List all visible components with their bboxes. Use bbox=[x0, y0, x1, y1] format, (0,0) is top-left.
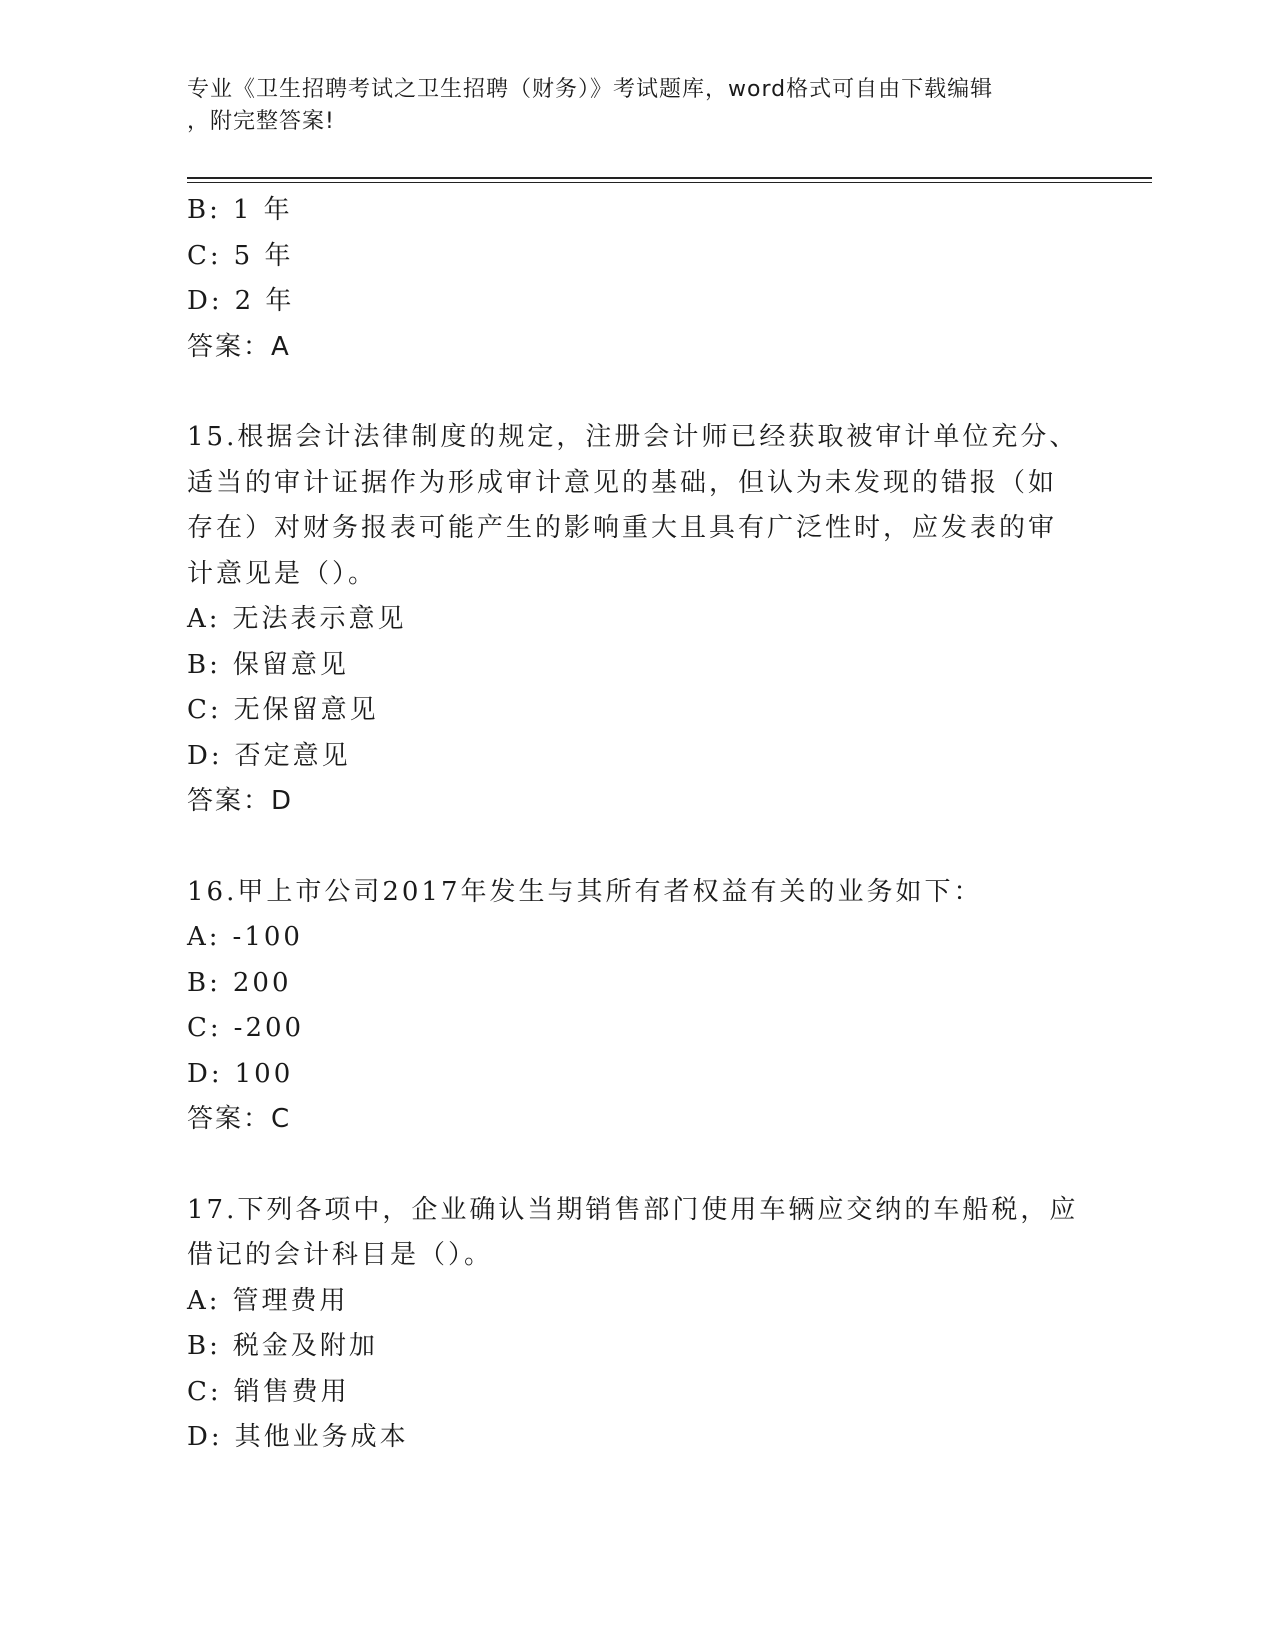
option-letter: B: bbox=[187, 195, 221, 225]
option-text: 无保留意见 bbox=[233, 695, 379, 725]
option-letter: D: bbox=[187, 1058, 223, 1089]
option-text: 保留意见 bbox=[232, 649, 349, 680]
option-letter: B: bbox=[187, 967, 221, 998]
answer-line: 答案：C bbox=[187, 1104, 292, 1134]
question-17 bbox=[187, 1188, 1077, 1461]
option-a bbox=[187, 1279, 1077, 1325]
header-line-2: ，附完整答案! bbox=[187, 109, 335, 134]
header-divider-thick bbox=[187, 177, 1152, 179]
option-text: 200 bbox=[232, 967, 292, 998]
option-letter: A: bbox=[187, 922, 221, 952]
option-letter: A: bbox=[187, 1285, 221, 1316]
option-text: 管理费用 bbox=[232, 1285, 349, 1316]
option-text: 2 年 bbox=[234, 286, 295, 316]
answer-line: 答案：A bbox=[187, 331, 291, 362]
option-text: 税金及附加 bbox=[232, 1331, 378, 1361]
option-letter: B: bbox=[187, 649, 221, 680]
option-a bbox=[187, 597, 1077, 643]
question-15 bbox=[187, 415, 1077, 825]
option-b bbox=[187, 643, 1077, 689]
option-text: -100 bbox=[232, 922, 303, 952]
option-d bbox=[187, 1415, 1077, 1461]
option-text: 5 年 bbox=[233, 240, 294, 271]
option-letter: B: bbox=[187, 1331, 221, 1361]
option-text: 无法表示意见 bbox=[232, 604, 407, 634]
option-letter: C: bbox=[187, 695, 222, 725]
option-c bbox=[187, 234, 1077, 280]
question-stem-line: 借记的会计科目是（）。 bbox=[187, 1240, 494, 1270]
question-14-tail bbox=[187, 188, 1077, 370]
spacer bbox=[187, 370, 1077, 415]
header-divider-thin bbox=[187, 182, 1152, 183]
header-line-1: 专业《卫生招聘考试之卫生招聘（财务）》考试题库，word格式可自由下载编辑 bbox=[187, 77, 994, 102]
question-stem-line: 存在）对财务报表可能产生的影响重大且具有广泛性时，应发表的审 bbox=[187, 513, 1058, 543]
option-text: -200 bbox=[233, 1013, 305, 1043]
option-b bbox=[187, 961, 1077, 1007]
option-letter: D: bbox=[187, 740, 223, 771]
option-b bbox=[187, 1324, 1077, 1370]
option-letter: C: bbox=[187, 1013, 222, 1043]
document-header bbox=[187, 74, 1087, 138]
option-b bbox=[187, 188, 1077, 234]
option-letter: C: bbox=[187, 1376, 222, 1407]
option-c bbox=[187, 1370, 1077, 1416]
option-text: 1 年 bbox=[232, 195, 293, 225]
option-c bbox=[187, 1006, 1077, 1052]
spacer bbox=[187, 1143, 1077, 1188]
option-text: 其他业务成本 bbox=[234, 1422, 409, 1452]
question-stem-line: 15.根据会计法律制度的规定，注册会计师已经获取被审计单位充分、 bbox=[187, 422, 1079, 452]
option-d bbox=[187, 279, 1077, 325]
option-c bbox=[187, 688, 1077, 734]
option-letter: C: bbox=[187, 240, 222, 271]
question-content bbox=[187, 188, 1077, 1461]
option-text: 100 bbox=[234, 1058, 294, 1089]
question-stem-line: 计意见是（）。 bbox=[187, 558, 378, 589]
option-d bbox=[187, 1052, 1077, 1098]
question-stem-line: 17.下列各项中，企业确认当期销售部门使用车辆应交纳的车船税，应 bbox=[187, 1194, 1079, 1225]
option-letter: A: bbox=[187, 604, 221, 634]
option-text: 销售费用 bbox=[233, 1376, 350, 1407]
option-a bbox=[187, 915, 1077, 961]
question-stem-line: 16.甲上市公司2017年发生与其所有者权益有关的业务如下： bbox=[187, 876, 983, 907]
spacer bbox=[187, 825, 1077, 870]
option-text: 否定意见 bbox=[234, 740, 351, 771]
option-letter: D: bbox=[187, 1422, 223, 1452]
question-stem-line: 适当的审计证据作为形成审计意见的基础，但认为未发现的错报（如 bbox=[187, 467, 1058, 498]
question-16 bbox=[187, 870, 1077, 1143]
option-letter: D: bbox=[187, 286, 223, 316]
answer-line: 答案：D bbox=[187, 786, 294, 816]
option-d bbox=[187, 734, 1077, 780]
